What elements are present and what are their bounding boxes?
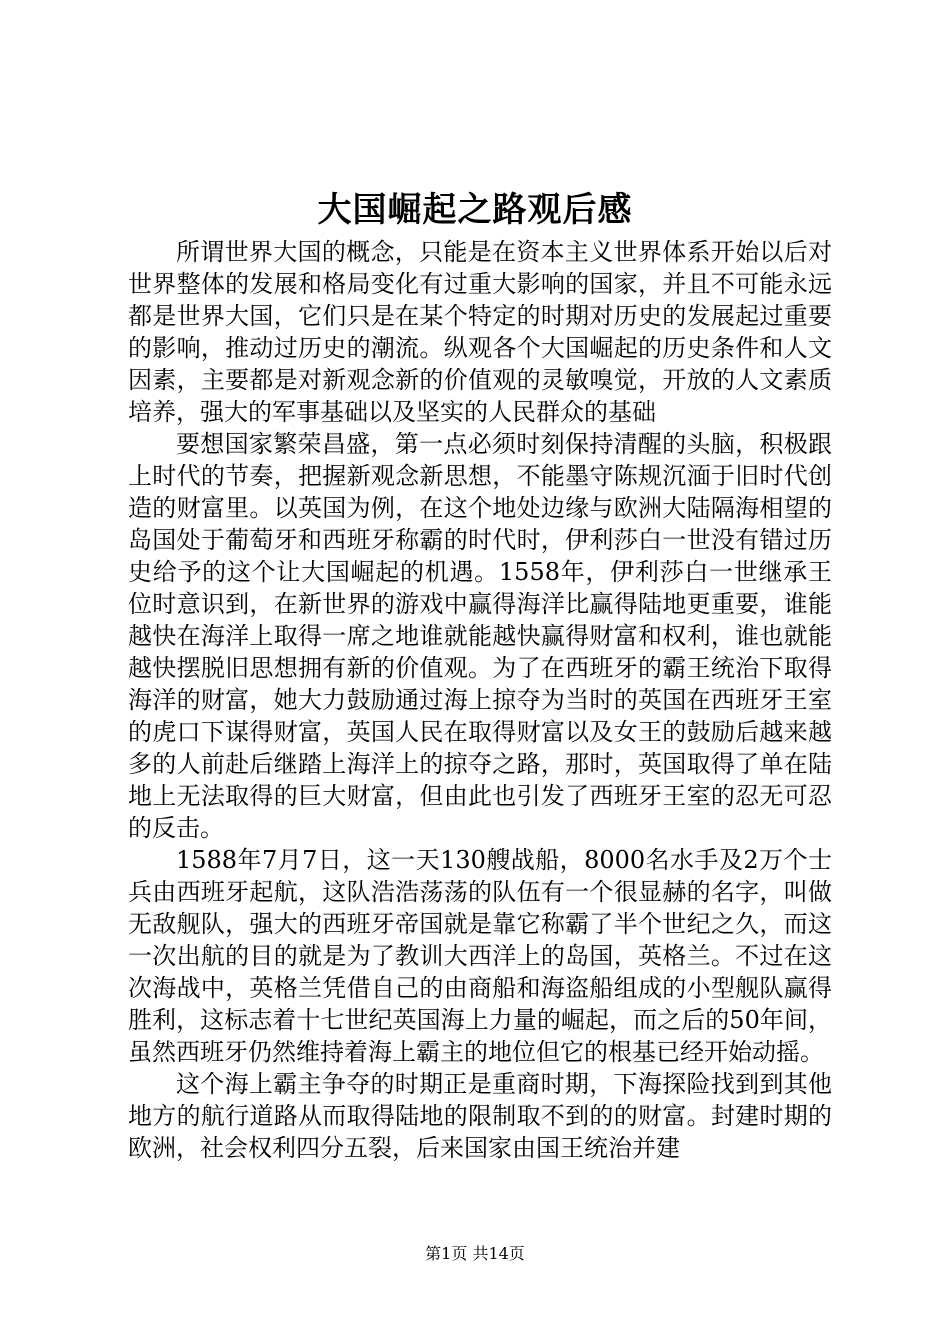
- paragraph-4: 这个海上霸主争夺的时期正是重商时期，下海探险找到到其他地方的航行道路从而取得陆地的限制取不到的的财富。封建时期的欧洲，社会权利四分五裂，后来国家由国王统治并建: [128, 1070, 832, 1162]
- document-body: [128, 236, 832, 1164]
- paragraph-1: 所谓世界大国的概念，只能是在资本主义世界体系开始以后对世界整体的发展和格局变化有过重大影响的国家，并且不可能永远都是世界大国，它们只是在某个特定的时期对历史的发展起过重要的影响，推动过历史的潮流。纵观各个大国崛起的历史条件和人文因素，主要都是对新观念新的价值观的灵敏嗅觉，开放的人文素质培养，强大的军事基础以及坚实的人民群众的基础: [128, 238, 832, 426]
- paragraph-2: 要想国家繁荣昌盛，第一点必须时刻保持清醒的头脑，积极跟上时代的节奏，把握新观念新思想，不能墨守陈规沉湎于旧时代创造的财富里。以英国为例，在这个地处边缘与欧洲大陆隔海相望的岛国处于葡萄牙和西班牙称霸的时代时，伊利莎白一世没有错过历史给予的这个让大国崛起的机遇。1558年，伊利莎白一世继承王位时意识到，在新世界的游戏中赢得海洋比赢得陆地更重要，谁能越快在海洋上取得一席之地谁就能越快赢得财富和权利，谁也就能越快摆脱旧思想拥有新的价值观。为了在西班牙的霸王统治下取得海洋的财富，她大力鼓励通过海上掠夺为当时的英国在西班牙王室的虎口下谋得财富，英国人民在取得财富以及女王的鼓励后越来越多的人前赴后继踏上海洋上的掠夺之路，那时，英国取得了单在陆地上无法取得的巨大财富，但由此也引发了西班牙王室的忍无可忍的反击。: [128, 430, 832, 842]
- page-number-footer: 第1页 共14页: [425, 1244, 525, 1263]
- document-title: 大国崛起之路观后感: [317, 190, 633, 230]
- paragraph-3: 1588年7月7日，这一天130艘战船，8000名水手及2万个士兵由西班牙起航，这队浩浩荡荡的队伍有一个很显赫的名字，叫做无敌舰队，强大的西班牙帝国就是靠它称霸了半个世纪之久，而这一次出航的目的就是为了教训大西洋上的岛国，英格兰。不过在这次海战中，英格兰凭借自己的由商船和海盗船组成的小型舰队赢得胜利，这标志着十七世纪英国海上力量的崛起，而之后的50年间，虽然西班牙仍然维持着海上霸主的地位但它的根基已经开始动摇。: [128, 846, 832, 1066]
